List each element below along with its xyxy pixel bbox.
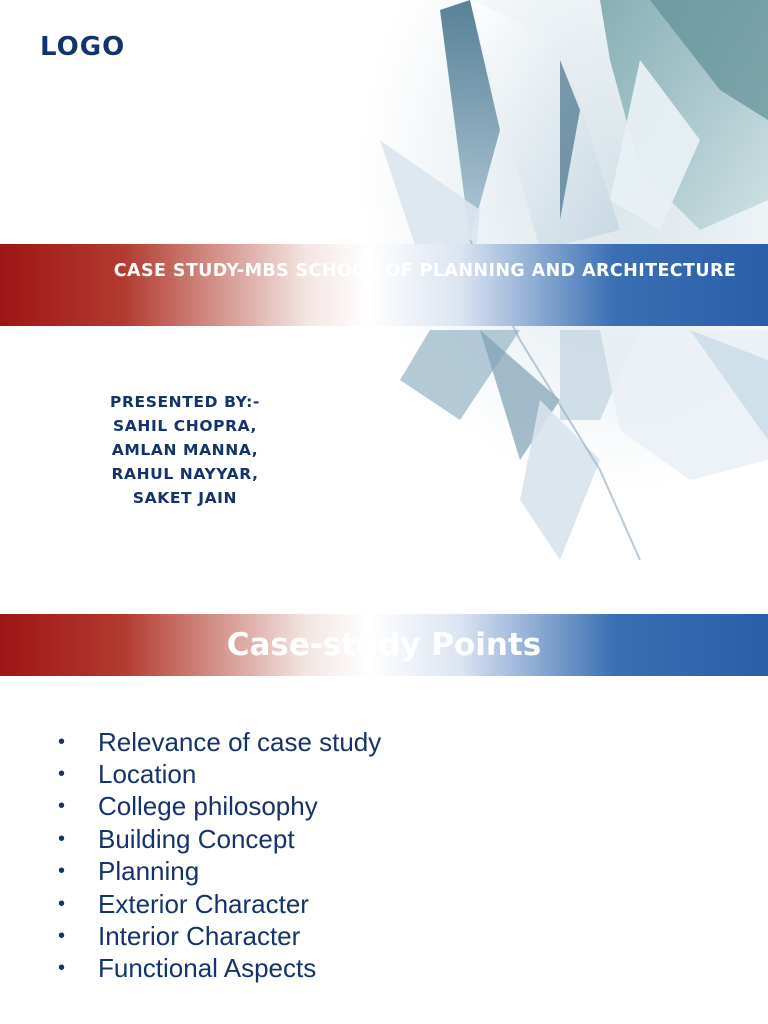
- list-item: [58, 856, 381, 888]
- point-text: Building Concept: [98, 823, 295, 854]
- list-item: [58, 953, 381, 985]
- section-title: Case-study Points: [226, 627, 542, 663]
- presenter-name: SAHIL CHOPRA,: [113, 417, 257, 435]
- bullet-icon: •: [58, 763, 66, 786]
- logo: LOGO: [40, 32, 126, 62]
- list-item: [58, 920, 381, 952]
- case-study-points-list: [58, 726, 381, 985]
- point-text: Relevance of case study: [98, 726, 382, 757]
- point-text: Interior Character: [98, 921, 301, 952]
- list-item: [58, 758, 381, 790]
- bullet-icon: •: [58, 827, 66, 850]
- presenter-name: AMLAN MANNA,: [111, 441, 259, 459]
- point-text: Exterior Character: [98, 888, 309, 919]
- point-text: College philosophy: [98, 791, 318, 822]
- bullet-icon: •: [58, 957, 66, 980]
- presenter-name: RAHUL NAYYAR,: [111, 465, 259, 483]
- point-text: Location: [98, 759, 197, 790]
- bullet-icon: •: [58, 892, 66, 915]
- list-item: [58, 888, 381, 920]
- list-item: [58, 791, 381, 823]
- list-item: [58, 823, 381, 855]
- bullet-icon: •: [58, 795, 66, 818]
- list-item: [58, 726, 381, 758]
- bullet-icon: •: [58, 925, 66, 948]
- title-banner: [0, 244, 768, 326]
- point-text: Planning: [98, 856, 200, 887]
- bullet-icon: •: [58, 860, 66, 883]
- presenters-block: [80, 390, 290, 510]
- bullet-icon: •: [58, 730, 66, 753]
- presented-by-label: PRESENTED BY:-: [110, 393, 260, 411]
- point-text: Functional Aspects: [98, 953, 317, 984]
- presenter-name: SAKET JAIN: [132, 489, 238, 507]
- slide-title: CASE STUDY-MBS SCHOOL OF PLANNING AND ARCHITECTURE: [113, 261, 737, 281]
